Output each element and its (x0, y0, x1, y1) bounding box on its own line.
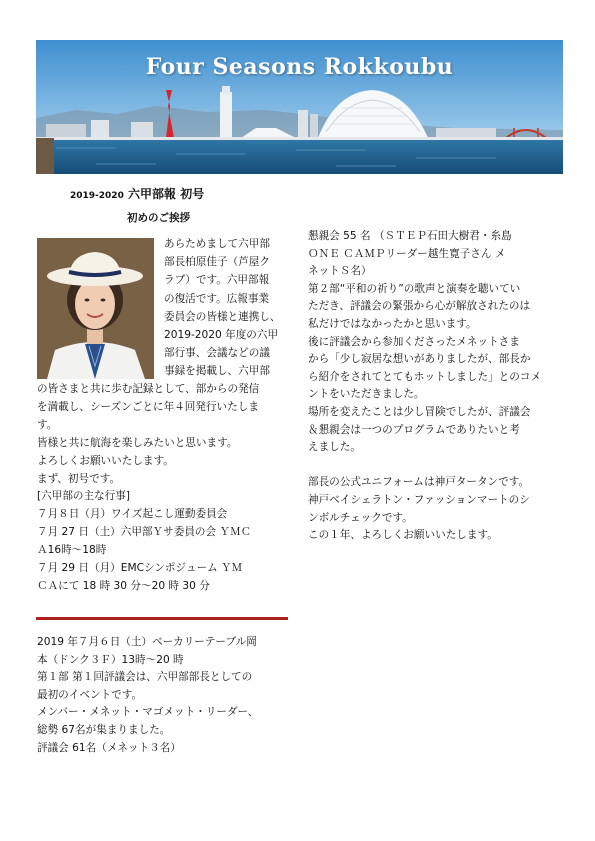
section-divider (36, 617, 288, 620)
greeting-line: の復活です。広報事業 (164, 292, 270, 305)
right-column-line: 神戸ベイシェラトン・ファッションマートのシ (308, 494, 530, 506)
greeting-line: ラブ）です。六甲部報 (164, 274, 270, 287)
right-column-line: ネットＳ名） (308, 265, 372, 278)
greeting-line: 2019-2020 年度の六甲 (164, 329, 279, 341)
right-column-line: ＯＮＥ ＣＡＭＰリーダー越生寛子さん メ (308, 247, 506, 260)
right-column-line: 懇親会 55 名 （ＳＴＥＰ石田大樹君・糸島 (308, 230, 512, 242)
issue-title (70, 185, 204, 202)
greeting-line: す。 (37, 418, 58, 431)
right-column-line: 場所を変えたことは少し冒険でしたが、評議会 (308, 406, 531, 418)
right-column-line: ンボルチェックです。 (308, 511, 413, 524)
event-line: メンバー・メネット・マゴメット・リーダー、 (37, 706, 259, 719)
right-column-line: から「少し寂居な想いがありましたが、部長か (308, 353, 531, 366)
event-line: 2019 年７月６日（土）ベーカリーテーブル岡 (37, 636, 257, 648)
event-line: 総勢 67名が集まりました。 (37, 724, 171, 736)
issue-title-text: 六甲部報 初号 (123, 187, 205, 201)
issue-year: 2019-2020 (70, 191, 124, 201)
greeting-line: を満載し、シーズンごとに年４回発行いたしま (37, 400, 259, 413)
event-line: 本（ドンク３Ｆ）13時～20 時 (37, 653, 184, 666)
greeting-heading: 初めのご挨拶 (127, 212, 190, 224)
right-column-line: 部長の公式ユニフォームは神戸タータンです。 (308, 476, 530, 489)
right-column-line: この１年、よろしくお願いいたします。 (308, 529, 498, 542)
right-column-line: ら紹介をされてとてもホットしました」とのコメ (308, 370, 542, 383)
greeting-line: ７月８日（月）ワイズ起こし運動委員会 (37, 508, 228, 521)
greeting-line: Ａ16時～18時 (37, 544, 107, 557)
greeting-line: よろしくお願いいたします。 (37, 454, 174, 467)
greeting-line: 皆様と共に航海を楽しみたいと思います。 (37, 436, 238, 449)
header-banner (36, 40, 563, 174)
right-column-line: 私だけではなかったかと思います。 (308, 318, 477, 330)
greeting-line: 委員会の皆様と連携し、 (164, 310, 281, 323)
right-column-line: 後に評議会から参加くださったメネットさま (308, 335, 520, 348)
greeting-line: の皆さまと共に歩む記録として、部からの発信 (37, 383, 260, 395)
greeting-line: ７月 27 日（土）六甲部Ｙサ委員の会 ＹＭＣ (37, 526, 252, 539)
right-column-line: えました。 (308, 441, 361, 454)
greeting-line: まず、初号です。 (37, 472, 121, 485)
right-column-line: 第２部“平和の祈り”の歌声と演奏を聴いてい (308, 282, 521, 295)
greeting-line: 部行事、会議などの議 (164, 347, 270, 360)
portrait-photo (37, 238, 154, 379)
greeting-line: 部長柏原佳子（芦屋ク (164, 256, 270, 269)
greeting-line: ＣＡにて 18 時 30 分～20 時 30 分 (37, 579, 210, 592)
banner-title: Four Seasons Rokkoubu (145, 54, 454, 80)
event-line: 第１部 第１回評議会は、六甲部部長としての (37, 671, 253, 684)
event-line: 評議会 61名（メネット３名） (37, 741, 181, 754)
greeting-line: [六甲部の主な行事] (37, 490, 131, 503)
greeting-line: あらためまして六甲部 (164, 238, 270, 250)
event-line: 最初のイベントです。 (37, 688, 143, 701)
right-column-line: ントをいただきました。 (308, 388, 425, 401)
right-column-line: ただき、評議会の緊張から心が解放されたのは (308, 300, 531, 313)
right-column-line: ＆懇親会は一つのプログラムでありたいと考 (308, 423, 520, 436)
greeting-line: ７月 29 日（月）EMCシンポジューム ＹＭ (37, 562, 243, 574)
greeting-line: 事録を掲載し、六甲部 (164, 365, 270, 378)
